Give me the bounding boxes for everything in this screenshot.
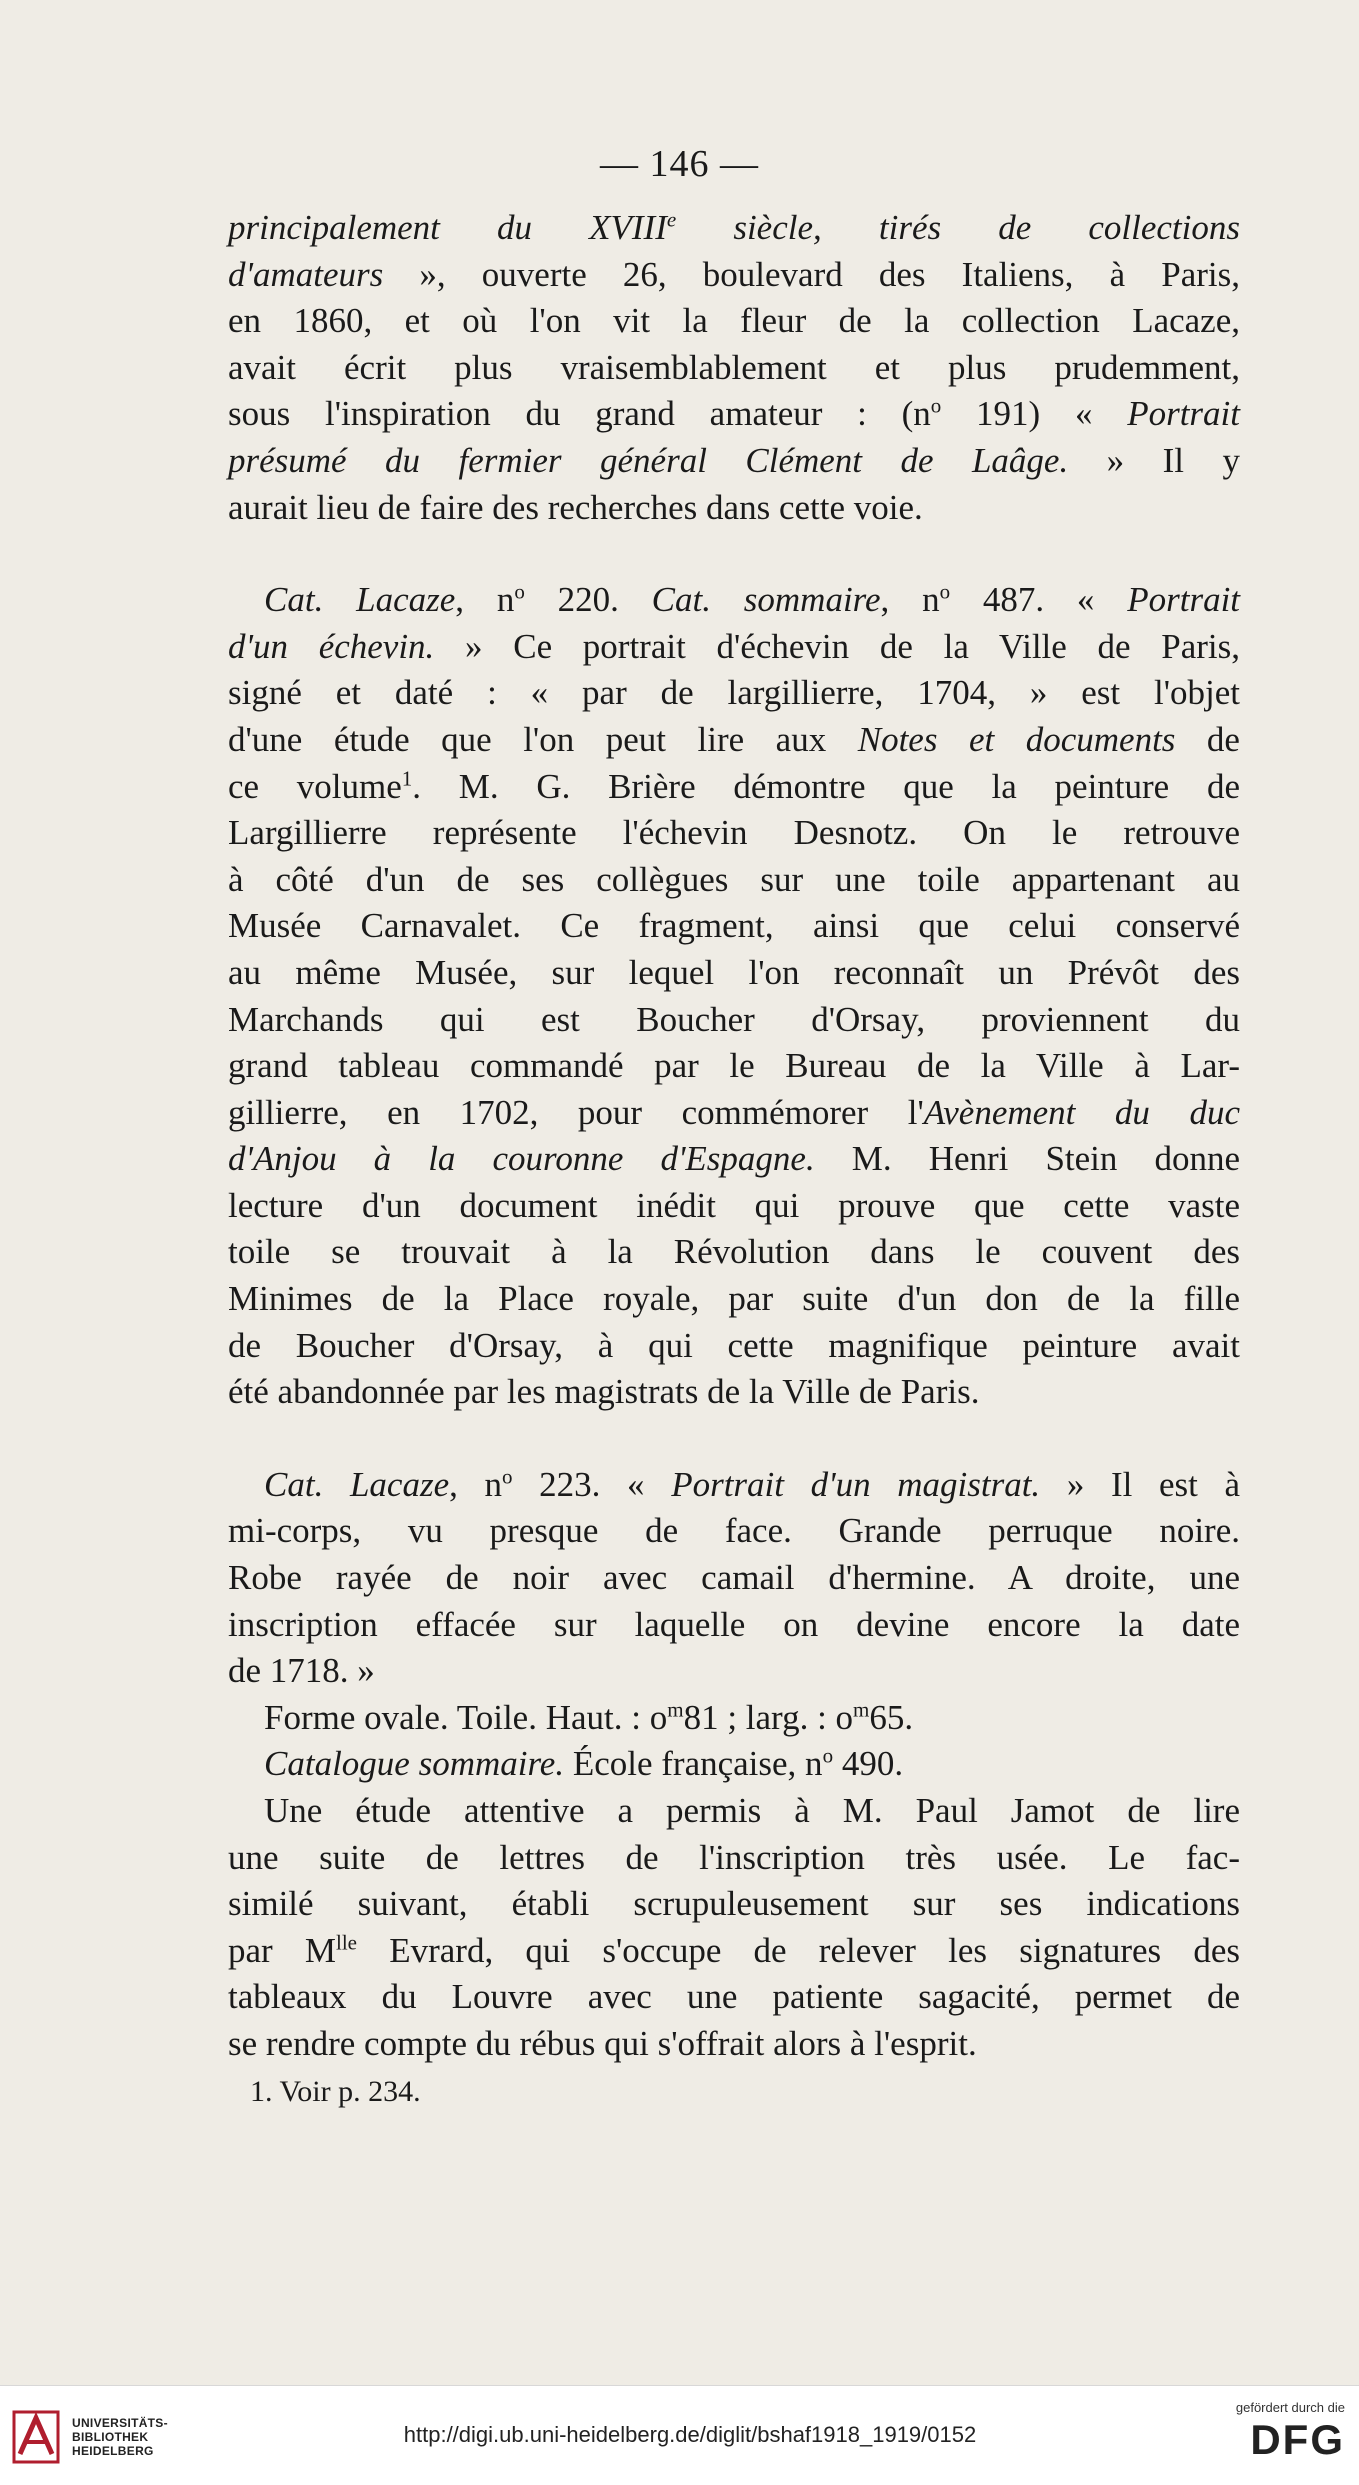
text-line: tableaux du Louvre avec une patiente sagacité, permet de (228, 1977, 1240, 2017)
text-line: présumé du fermier général Clément de Laâge. » Il y (228, 440, 1240, 480)
paragraph-gap (228, 1416, 1240, 1462)
text-line: Minimes de la Place royale, par suite d'un don de la fille (228, 1279, 1240, 1319)
paragraph-1 (228, 205, 1240, 531)
paragraph-6 (228, 1788, 1240, 2068)
text-line: sous l'inspiration du grand amateur : ($n^o$ 191) « Portrait (228, 393, 1240, 434)
text-line: Cat. Lacaze, $n^o$ 220. Cat. sommaire, $n^o$ 487. « Portrait (264, 579, 1241, 620)
text-line: Forme ovale. Toile. Haut. : $o^m81$ ; larg. : $o^m65$. (264, 1697, 914, 1737)
library-crest-icon (12, 2408, 62, 2466)
text-line: ce volume$^1$. M. G. Brière démontre que la peinture de (228, 765, 1240, 806)
source-url-link[interactable]: http://digi.ub.uni-heidelberg.de/diglit/bshaf1918_1919/0152 (403, 2422, 977, 2447)
text-line: d'amateurs », ouverte 26, boulevard des Italiens, à Paris, (228, 254, 1240, 294)
text-line: Cat. Lacaze, $n^o$ 223. « Portrait d'un magistrat. » Il est à (264, 1464, 1241, 1504)
text-line: à côté d'un de ses collègues sur une toile appartenant au (228, 859, 1240, 899)
dfg-logo (1205, 2400, 1345, 2463)
text-line: Musée Carnavalet. Ce fragment, ainsi que celui conservé (228, 906, 1240, 946)
text-line: similé suivant, établi scrupuleusement sur ses indications (228, 1884, 1240, 1924)
text-line: signé et daté : « par de largillierre, 1704, » est l'objet (228, 673, 1240, 713)
library-name (72, 2416, 168, 2458)
text-line: été abandonnée par les magistrats de la Ville de Paris. (228, 1372, 980, 1412)
paragraph-gap (228, 531, 1240, 577)
text-line: avait écrit plus vraisemblablement et plus prudemment, (228, 347, 1240, 387)
text-line: Robe rayée de noir avec camail d'hermine. A droite, une (228, 1558, 1240, 1598)
text-line: gillierre, en 1702, pour commémorer l'Avènement du duc (228, 1092, 1240, 1132)
text-line: d'Anjou à la couronne d'Espagne. M. Henri Stein donne (228, 1139, 1240, 1179)
footer-bar (0, 2385, 1359, 2485)
text-line: Une étude attentive a permis à M. Paul Jamot de lire (264, 1791, 1240, 1830)
paragraph-4 (228, 1695, 1240, 1742)
body-text (228, 205, 1240, 2068)
text-line: en 1860, et où l'on vit la fleur de la collection Lacaze, (228, 301, 1240, 341)
text-line: Marchands qui est Boucher d'Orsay, proviennent du (228, 999, 1240, 1039)
text-line: grand tableau commandé par le Bureau de la Ville à Lar- (228, 1046, 1240, 1086)
text-line: d'une étude que l'on peut lire aux Notes et documents de (228, 719, 1240, 759)
library-logo (12, 2408, 212, 2468)
text-line: au même Musée, sur lequel l'on reconnaît un Prévôt des (228, 952, 1240, 992)
text-line: toile se trouvait à la Révolution dans le couvent des (228, 1232, 1240, 1272)
text-line: principalement du XVIIIe siècle, tirés de collections (228, 207, 1240, 247)
library-line: HEIDELBERG (72, 2444, 154, 2458)
paragraph-2 (228, 577, 1240, 1416)
text-line: lecture d'un document inédit qui prouve que cette vaste (228, 1185, 1240, 1225)
text-line: Catalogue sommaire. École française, $n^o$ 490. (264, 1743, 904, 1784)
text-line: Largillierre représente l'échevin Desnotz. On le retrouve (228, 813, 1240, 853)
library-line: BIBLIOTHEK (72, 2430, 149, 2444)
paragraph-3 (228, 1462, 1240, 1695)
text-line: par $M^{lle}$ Evrard, qui s'occupe de relever les signatures des (228, 1930, 1240, 1970)
page-number: — 146 — (600, 143, 759, 185)
footnote: 1. Voir p. 234. (250, 2075, 421, 2108)
text-line: aurait lieu de faire des recherches dans cette voie. (228, 487, 923, 527)
dfg-caption: gefördert durch die (1235, 2400, 1345, 2415)
text-line: de 1718. » (228, 1651, 375, 1691)
text-line: inscription effacée sur laquelle on devine encore la date (228, 1604, 1240, 1644)
dfg-wordmark: DFG (1250, 2416, 1345, 2463)
text-line: se rendre compte du rébus qui s'offrait alors à l'esprit. (228, 2023, 977, 2063)
text-line: d'un échevin. » Ce portrait d'échevin de la Ville de Paris, (228, 626, 1240, 666)
text-line: mi-corps, vu presque de face. Grande perruque noire. (228, 1511, 1240, 1551)
library-line: UNIVERSITÄTS- (72, 2416, 168, 2430)
text-line: une suite de lettres de l'inscription très usée. Le fac- (228, 1837, 1240, 1877)
text-line: de Boucher d'Orsay, à qui cette magnifique peinture avait (228, 1325, 1240, 1365)
paragraph-5 (228, 1741, 1240, 1788)
